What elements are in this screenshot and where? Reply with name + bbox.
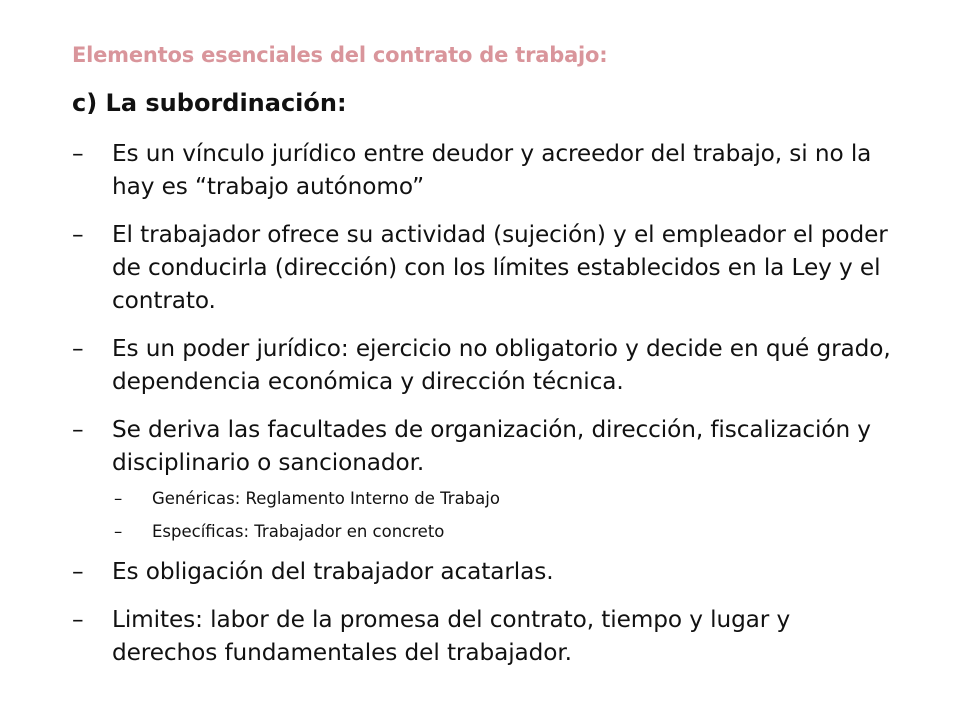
- bullet-text: Es un vínculo jurídico entre deudor y acreedor del trabajo, si no la hay es “trabajo autónomo”: [112, 140, 872, 200]
- bullet-text: Es obligación del trabajador acatarlas.: [112, 558, 554, 585]
- bullet-item: [72, 332, 902, 398]
- bullet-item: [72, 137, 902, 203]
- dash-bullet-icon: –: [72, 140, 84, 167]
- dash-bullet-icon: –: [72, 221, 84, 248]
- bullet-item: [72, 555, 902, 588]
- dash-bullet-icon: –: [72, 416, 84, 443]
- slide-heading: Elementos esenciales del contrato de trabajo:: [72, 43, 608, 67]
- dash-bullet-icon: –: [114, 522, 123, 541]
- dash-bullet-icon: –: [72, 335, 84, 362]
- sub-bullet-text: Específicas: Trabajador en concreto: [152, 522, 445, 541]
- sub-bullet-item: [72, 521, 902, 543]
- dash-bullet-icon: –: [72, 606, 84, 633]
- slide-subtitle: c) La subordinación:: [72, 89, 347, 117]
- bullet-text: El trabajador ofrece su actividad (sujeción) y el empleador el poder de conducirla (dirección) con los límites establecidos en la Ley y el contrato.: [112, 221, 888, 314]
- bullet-item: [72, 413, 902, 479]
- bullet-item: [72, 218, 902, 317]
- dash-bullet-icon: –: [72, 558, 84, 585]
- bullet-text: Es un poder jurídico: ejercicio no obligatorio y decide en qué grado, dependencia económica y dirección técnica.: [112, 335, 891, 395]
- bullet-text: Limites: labor de la promesa del contrato, tiempo y lugar y derechos fundamentales del trabajador.: [112, 606, 791, 666]
- dash-bullet-icon: –: [114, 489, 123, 508]
- sub-bullet-item: [72, 488, 902, 510]
- bullet-item: [72, 603, 902, 669]
- sub-bullet-text: Genéricas: Reglamento Interno de Trabajo: [152, 489, 500, 508]
- bullet-list: [72, 137, 902, 684]
- bullet-text: Se deriva las facultades de organización, dirección, fiscalización y disciplinario o sancionador.: [112, 416, 871, 476]
